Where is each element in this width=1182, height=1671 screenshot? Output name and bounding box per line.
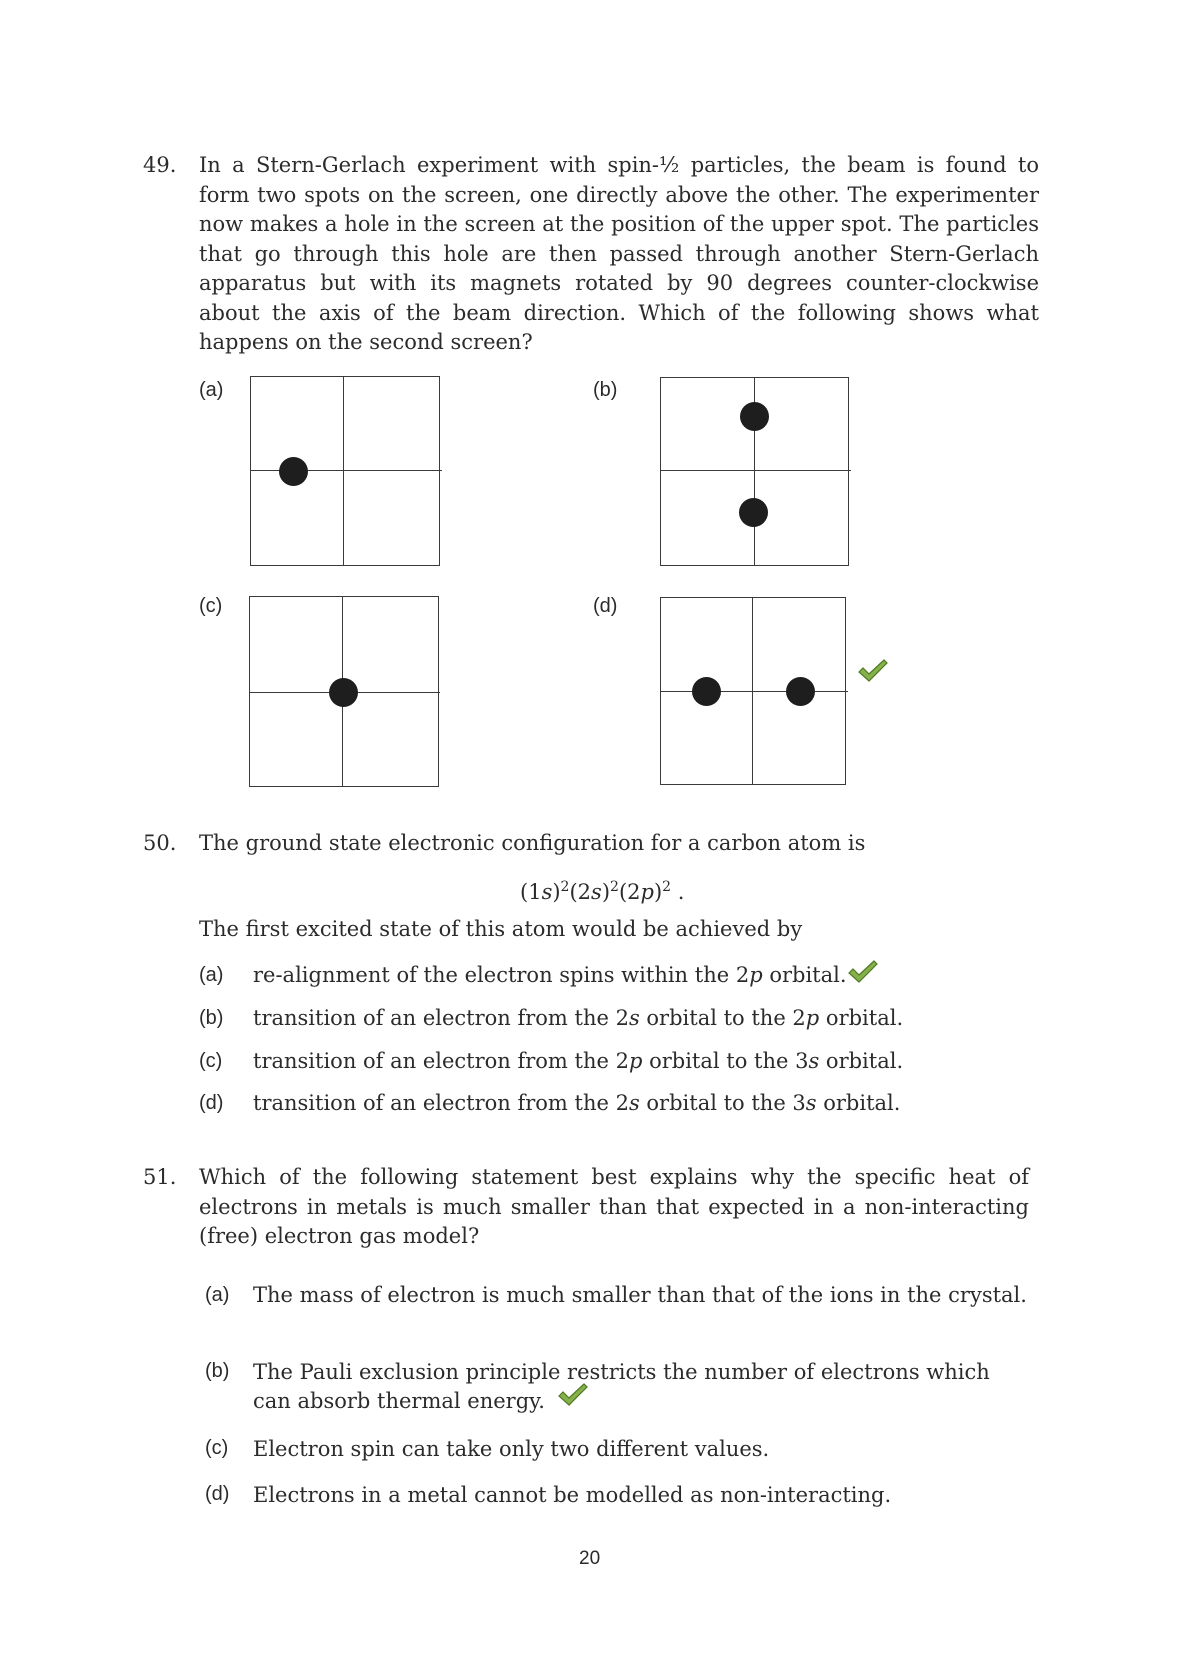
green-check-icon: [848, 960, 878, 984]
q49-option-d-spot-right: [786, 677, 815, 706]
question-51-text: Which of the following statement best explains why the specific heat of electrons in metals is much smaller than that expected in a non-interacting (free) electron gas model?: [199, 1165, 1029, 1248]
q49-option-d-label[interactable]: (d): [593, 595, 618, 617]
q51-option-b-text-line2[interactable]: can absorb thermal energy.: [253, 1389, 545, 1413]
q50-option-a-label[interactable]: (a): [199, 964, 224, 986]
q49-option-a-label[interactable]: (a): [199, 379, 224, 401]
q49-option-b-screen[interactable]: [660, 377, 849, 566]
q50-option-a-text[interactable]: re-alignment of the electron spins within the 2p orbital.: [253, 963, 847, 987]
q49-option-c-spot: [329, 678, 358, 707]
q50-option-c-text[interactable]: transition of an electron from the 2p orbital to the 3s orbital.: [253, 1049, 904, 1073]
q50-option-b-text[interactable]: transition of an electron from the 2s orbital to the 2p orbital.: [253, 1006, 904, 1030]
q50-option-d-label[interactable]: (d): [199, 1092, 224, 1114]
q49-option-b-spot-upper: [740, 402, 769, 431]
q50-option-b-label[interactable]: (b): [199, 1007, 224, 1029]
q49-option-b-spot-lower: [739, 498, 768, 527]
q49-option-a-screen[interactable]: [250, 376, 440, 566]
q50-option-d-text[interactable]: transition of an electron from the 2s orbital to the 3s orbital.: [253, 1091, 901, 1115]
q51-option-b-label[interactable]: (b): [205, 1360, 230, 1382]
green-check-icon: [558, 1383, 588, 1407]
q51-option-d-label[interactable]: (d): [205, 1483, 230, 1505]
green-check-icon: [858, 659, 888, 683]
q49-option-d-screen[interactable]: [660, 597, 846, 785]
q50-option-c-label[interactable]: (c): [199, 1050, 223, 1072]
question-51-number: 51.: [143, 1165, 177, 1189]
q49-option-a-spot: [279, 457, 308, 486]
q51-option-b-text-line1[interactable]: The Pauli exclusion principle restricts the number of electrons which: [253, 1360, 990, 1384]
q49-option-c-screen[interactable]: [249, 596, 439, 787]
q51-option-a-text[interactable]: The mass of electron is much smaller than that of the ions in the crystal.: [253, 1283, 1027, 1307]
question-50-text: The ground state electronic configuration for a carbon atom is: [199, 831, 866, 855]
carbon-ground-state-formula: $(1s)^2(2s)^2(2p)^2$ .: [520, 879, 685, 904]
q51-option-d-text[interactable]: Electrons in a metal cannot be modelled as non-interacting.: [253, 1483, 892, 1507]
question-49-text: In a Stern-Gerlach experiment with spin-½ particles, the beam is found to form two spots on the screen, one directly above the other. The experimenter now makes a hole in the screen at the position of the upper spot. The particles that go through this hole are then passed through another Stern-Gerlach apparatus but with its magnets rotated by 90 degrees counter-clockwise about the axis of the beam direction. Which of the following shows what happens on the second screen?: [199, 153, 1039, 354]
q49-option-c-label[interactable]: (c): [199, 595, 223, 617]
q51-option-c-label[interactable]: (c): [205, 1437, 229, 1459]
question-50-number: 50.: [143, 831, 177, 855]
q49-option-b-label[interactable]: (b): [593, 379, 618, 401]
q51-option-a-label[interactable]: (a): [205, 1284, 230, 1306]
q49-option-d-spot-left: [692, 677, 721, 706]
q51-option-c-text[interactable]: Electron spin can take only two different values.: [253, 1437, 770, 1461]
page-number: 20: [579, 1548, 601, 1569]
question-49-number: 49.: [143, 153, 177, 177]
question-50-lead: The first excited state of this atom would be achieved by: [199, 917, 803, 941]
